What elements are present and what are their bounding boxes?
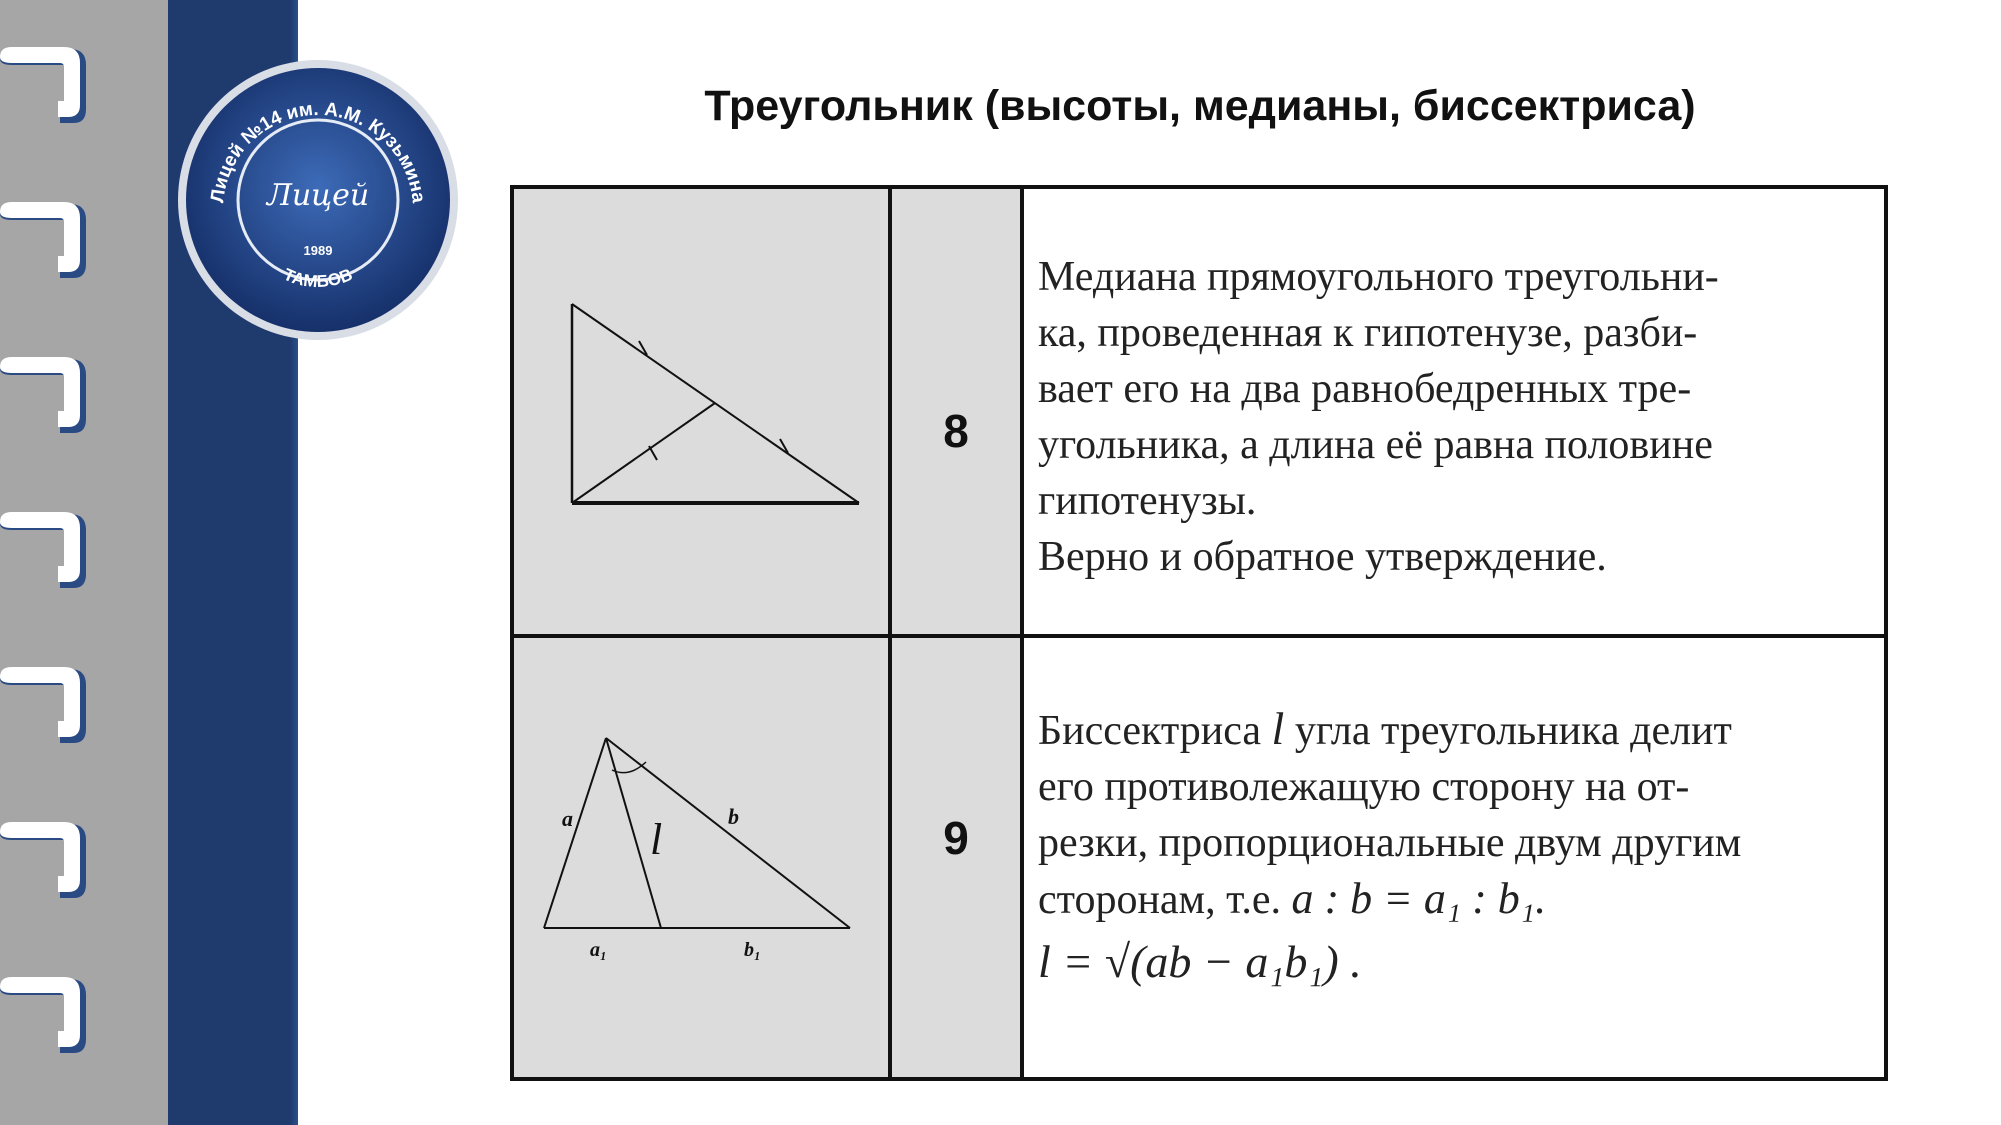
theorem-table xyxy=(510,185,1888,1081)
logo-year: 1989 xyxy=(303,243,333,258)
bisector-word: Биссектриса xyxy=(1038,708,1262,754)
binder-ring xyxy=(0,45,90,127)
bisector-line1-rest: угла треугольника делит xyxy=(1294,708,1732,754)
row-number-8: 8 xyxy=(943,405,969,457)
bisector-text-line-1 xyxy=(1038,701,1864,759)
median-text-line: угольника, а длина её равна половине xyxy=(1038,422,1713,468)
median-figure xyxy=(514,189,888,634)
page-title: Треугольник (высоты, медианы, биссектриса) xyxy=(704,82,1696,130)
median-text-line: вает его на два равнобедренных тре- xyxy=(1038,366,1692,412)
lyceum-logo xyxy=(168,50,468,350)
label-a1: a₁ xyxy=(590,939,607,961)
logo-city: ТАМБОВ xyxy=(280,264,356,292)
median-text-line: Медиана прямоугольного треугольни- xyxy=(1038,254,1719,300)
label-b: b xyxy=(728,804,739,829)
logo-arc-text: Лицей №14 им. А.М. Кузьмина xyxy=(207,98,429,205)
logo-script-text: Лицей xyxy=(266,178,370,213)
median-converse-line: Верно и обратное утверждение. xyxy=(1038,534,1607,580)
bisector-var-l: l xyxy=(1271,703,1285,754)
binder-ring xyxy=(0,355,90,437)
median-text-line: ка, проведенная к гипотенузе, разби- xyxy=(1038,310,1698,356)
median-text-line: гипотенузы. xyxy=(1038,478,1257,524)
proportion-formula: a : b = a₁ : b₁. xyxy=(1291,874,1547,923)
bisector-line4-prefix: сторонам, т.е. xyxy=(1038,877,1281,923)
column-divider-2 xyxy=(1020,189,1024,1077)
binder-ring xyxy=(0,820,90,902)
number-column xyxy=(892,189,1020,1077)
bisector-text-line: его противолежащую сторону на от- xyxy=(1038,764,1690,810)
bisector-text-line-4 xyxy=(1038,871,1864,928)
bisector-text-line: резки, пропорциональные двум другим xyxy=(1038,820,1742,866)
binder-ring xyxy=(0,665,90,747)
bisector-figure xyxy=(514,638,888,1077)
bisector-theorem-text xyxy=(1038,701,1864,992)
label-b1: b₁ xyxy=(744,939,761,961)
row-number-9: 9 xyxy=(943,812,969,864)
binder-ring xyxy=(0,975,90,1057)
bisector-length-formula: l = √(ab − a₁b₁) . xyxy=(1038,936,1362,987)
label-a: a xyxy=(562,806,573,831)
label-l: l xyxy=(650,815,663,864)
median-theorem-text xyxy=(1038,249,1864,585)
column-divider-1 xyxy=(888,189,892,1077)
binder-ring xyxy=(0,510,90,592)
binder-ring xyxy=(0,200,90,282)
bisector-length-formula-line xyxy=(1038,934,1864,992)
